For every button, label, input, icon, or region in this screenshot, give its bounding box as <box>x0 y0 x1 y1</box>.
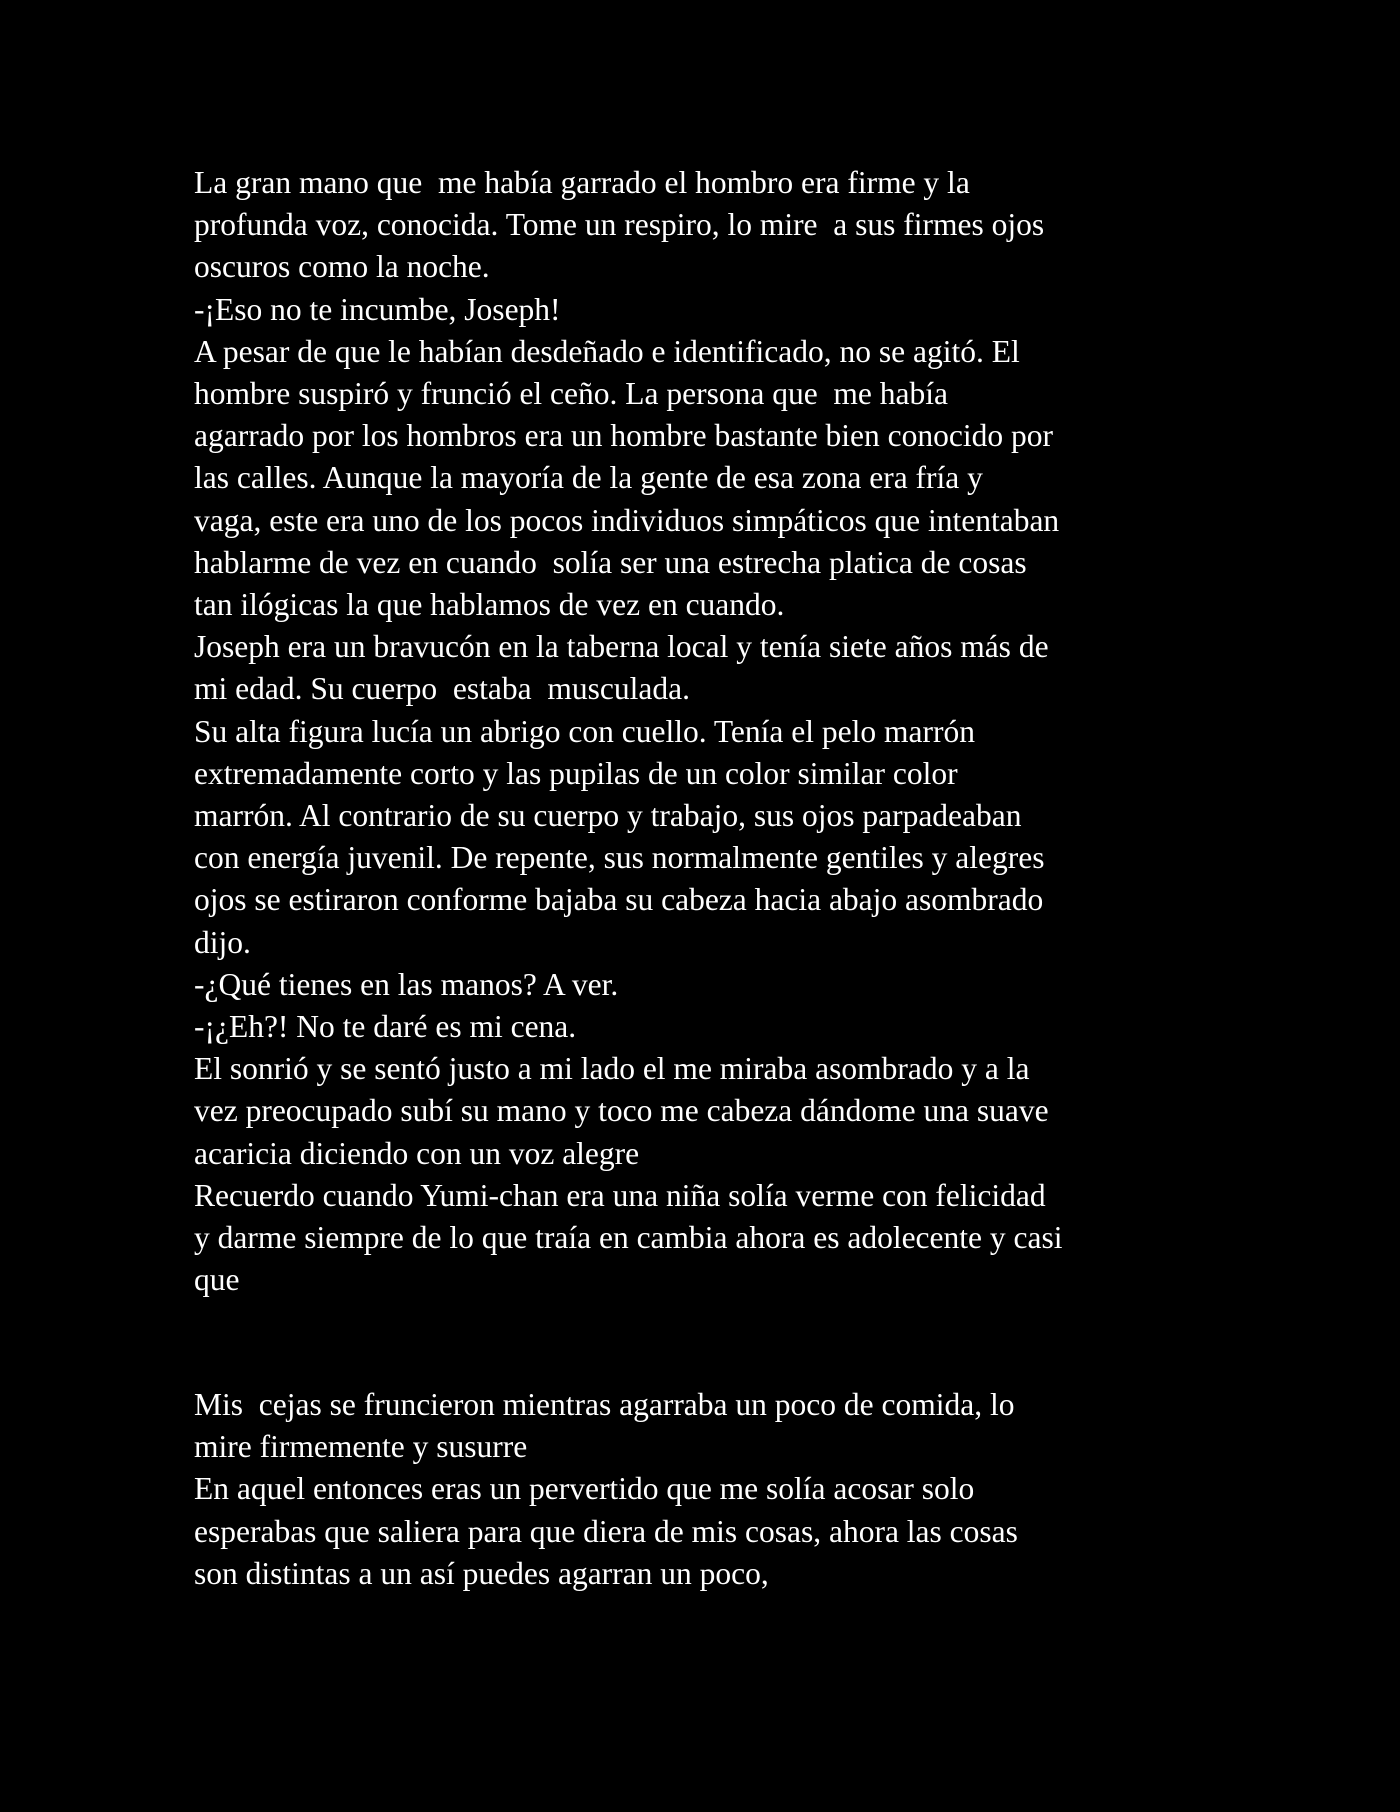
text-line: vaga, este era uno de los pocos individuos simpáticos que intentaban <box>194 502 1060 538</box>
text-line: La gran mano que me había garrado el hombro era firme y la <box>194 165 970 200</box>
text-line: vez preocupado subí su mano y toco me cabeza dándome una suave <box>194 1093 1049 1129</box>
text-line: Su alta figura lucía un abrigo con cuello. Tenía el pelo marrón <box>194 713 975 749</box>
text-block-main <box>194 162 1234 1301</box>
text-line: marrón. Al contrario de su cuerpo y trabajo, sus ojos parpadeaban <box>194 798 1022 834</box>
text-line: las calles. Aunque la mayoría de la gente de esa zona era fría y <box>194 460 983 496</box>
text-line: tan ilógicas la que hablamos de vez en cuando. <box>194 587 785 623</box>
text-line: que <box>194 1262 240 1298</box>
text-line: -¡Eso no te incumbe, Joseph! <box>194 291 561 327</box>
text-line: En aquel entonces eras un pervertido que me solía acosar solo <box>194 1471 975 1507</box>
text-line: Joseph era un bravucón en la taberna local y tenía siete años más de <box>194 629 1049 665</box>
text-line: extremadamente corto y las pupilas de un color similar color <box>194 755 958 791</box>
text-line: hablarme de vez en cuando solía ser una estrecha platica de cosas <box>194 544 1027 580</box>
text-line: -¿Qué tienes en las manos? A ver. <box>194 966 619 1002</box>
text-block-continuation <box>194 1384 1234 1595</box>
text-line: son distintas a un así puedes agarran un poco, <box>194 1555 769 1591</box>
text-line: mire firmemente y susurre <box>194 1429 528 1465</box>
text-line: agarrado por los hombros era un hombre bastante bien conocido por <box>194 418 1053 454</box>
text-line: dijo. <box>194 924 251 960</box>
text-line: profunda voz, conocida. Tome un respiro, lo mire a sus firmes ojos <box>194 207 1045 243</box>
text-line: mi edad. Su cuerpo estaba musculada. <box>194 671 690 707</box>
text-line: esperabas que saliera para que diera de mis cosas, ahora las cosas <box>194 1513 1018 1549</box>
text-line: A pesar de que le habían desdeñado e identificado, no se agitó. El <box>194 333 1020 369</box>
text-line: El sonrió y se sentó justo a mi lado el me miraba asombrado y a la <box>194 1051 1030 1087</box>
text-line: acaricia diciendo con un voz alegre <box>194 1135 640 1171</box>
text-line: Mis cejas se fruncieron mientras agarraba un poco de comida, lo <box>194 1387 1015 1422</box>
text-line: hombre suspiró y frunció el ceño. La persona que me había <box>194 376 949 412</box>
text-line: y darme siempre de lo que traía en cambia ahora es adolecente y casi <box>194 1220 1063 1256</box>
text-line: ojos se estiraron conforme bajaba su cabeza hacia abajo asombrado <box>194 882 1044 918</box>
text-line: con energía juvenil. De repente, sus normalmente gentiles y alegres <box>194 840 1045 876</box>
text-line: -¡¿Eh?! No te daré es mi cena. <box>194 1009 577 1045</box>
text-line: Recuerdo cuando Yumi-chan era una niña solía verme con felicidad <box>194 1177 1046 1213</box>
text-line: oscuros como la noche. <box>194 249 490 285</box>
